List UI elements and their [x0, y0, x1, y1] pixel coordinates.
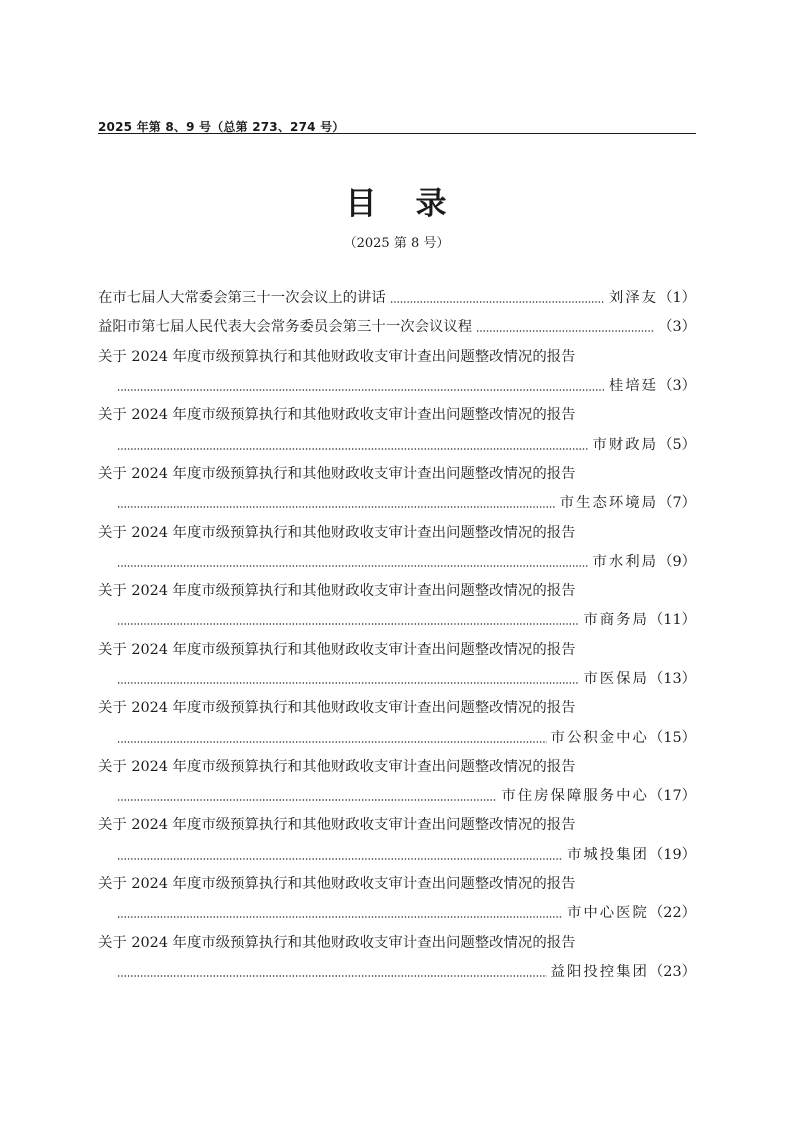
toc-entry[interactable] — [98, 516, 696, 545]
toc-leader-dots — [117, 915, 563, 919]
toc-entry-author: 市财政局 — [592, 436, 659, 453]
toc-leader-dots — [117, 622, 579, 626]
toc-entry-continuation[interactable] — [98, 956, 696, 985]
toc-entry-continuation[interactable] — [98, 604, 696, 633]
toc-entry-continuation[interactable] — [98, 546, 696, 575]
toc-entry-title: 在市七届人大常委会第三十一次会议上的讲话 — [98, 290, 386, 307]
toc-entry-title: 关于 2024 年度市级预算执行和其他财政收支审计查出问题整改情况的报告 — [98, 876, 576, 893]
toc-leader-dots — [117, 505, 556, 509]
toc-entry-author: 市商务局 — [583, 612, 649, 629]
toc-entry-author: 刘泽友 — [608, 290, 659, 307]
toc-entry[interactable] — [98, 575, 696, 604]
toc-entry-title: 关于 2024 年度市级预算执行和其他财政收支审计查出问题整改情况的报告 — [98, 758, 576, 775]
toc-entry-author: 桂培廷 — [608, 378, 659, 395]
page-title — [0, 178, 793, 223]
toc-entry-continuation[interactable] — [98, 370, 696, 399]
toc-entry-page: （23） — [648, 963, 696, 980]
toc-entry-title: 关于 2024 年度市级预算执行和其他财政收支审计查出问题整改情况的报告 — [98, 465, 576, 482]
toc-leader-dots — [476, 329, 654, 333]
toc-leader-dots — [117, 447, 588, 451]
toc-leader-dots — [117, 857, 563, 861]
toc-entry[interactable] — [98, 809, 696, 838]
toc-entry[interactable] — [98, 751, 696, 780]
toc-entry-continuation[interactable] — [98, 780, 696, 809]
toc-entry-author: 市水利局 — [592, 553, 659, 570]
toc-entry-title: 关于 2024 年度市级预算执行和其他财政收支审计查出问题整改情况的报告 — [98, 583, 576, 600]
toc-entry-continuation[interactable] — [98, 897, 696, 926]
toc-entry-author: 市中心医院 — [566, 905, 649, 922]
toc-entry-page: （1） — [658, 290, 696, 307]
toc-leader-dots — [117, 974, 547, 978]
toc-entry-author: 市生态环境局 — [559, 495, 659, 512]
toc-entry-author: 市公积金中心 — [550, 729, 649, 746]
toc-entry-page: （3） — [658, 378, 696, 395]
toc-entry[interactable] — [98, 282, 696, 311]
toc-entry-page: （13） — [648, 671, 696, 687]
toc-entry-author: 市住房保障服务中心 — [501, 788, 649, 805]
toc-leader-dots — [117, 681, 579, 685]
toc-entry[interactable] — [98, 692, 696, 721]
toc-entry-continuation[interactable] — [98, 721, 696, 750]
title-char-2: 录 — [415, 186, 448, 222]
toc-entry[interactable] — [98, 311, 696, 340]
toc-entry-page: （11） — [648, 612, 696, 629]
toc-entry-title: 关于 2024 年度市级预算执行和其他财政收支审计查出问题整改情况的报告 — [98, 407, 576, 424]
toc-entry-continuation[interactable] — [98, 487, 696, 516]
toc-leader-dots — [390, 300, 605, 304]
toc-entry-page: （7） — [658, 495, 696, 512]
toc-leader-dots — [117, 798, 497, 802]
toc-entry[interactable] — [98, 458, 696, 487]
toc-entry-continuation[interactable] — [98, 839, 696, 868]
table-of-contents — [98, 282, 696, 985]
toc-entry-title: 关于 2024 年度市级预算执行和其他财政收支审计查出问题整改情况的报告 — [98, 641, 576, 658]
toc-entry-title: 关于 2024 年度市级预算执行和其他财政收支审计查出问题整改情况的报告 — [98, 348, 576, 365]
toc-entry-page: （22） — [648, 905, 696, 922]
toc-entry-author: 市城投集团 — [566, 846, 649, 863]
toc-entry-author: 市医保局 — [583, 671, 649, 687]
toc-entry[interactable] — [98, 341, 696, 370]
toc-entry[interactable] — [98, 634, 696, 663]
toc-entry[interactable] — [98, 399, 696, 428]
toc-entry-page: （9） — [658, 553, 696, 570]
toc-entry-title: 关于 2024 年度市级预算执行和其他财政收支审计查出问题整改情况的报告 — [98, 817, 576, 834]
header-divider — [98, 133, 696, 134]
toc-entry-continuation[interactable] — [98, 428, 696, 457]
issue-header: 2025 年第 8、9 号（总第 273、274 号） — [98, 120, 345, 134]
toc-entry-author: 益阳投控集团 — [550, 963, 649, 980]
toc-entry-title: 关于 2024 年度市级预算执行和其他财政收支审计查出问题整改情况的报告 — [98, 524, 576, 541]
toc-entry-page: （17） — [648, 788, 696, 805]
toc-entry-title: 关于 2024 年度市级预算执行和其他财政收支审计查出问题整改情况的报告 — [98, 700, 576, 717]
toc-entry-continuation[interactable] — [98, 663, 696, 692]
toc-entry-page: （3） — [658, 319, 696, 336]
toc-entry-page: （5） — [658, 436, 696, 453]
toc-entry[interactable] — [98, 927, 696, 956]
toc-leader-dots — [117, 388, 605, 392]
page-subtitle: （2025 第 8 号） — [343, 236, 450, 251]
title-char-1: 目 — [345, 186, 378, 222]
toc-leader-dots — [117, 564, 588, 568]
toc-entry[interactable] — [98, 868, 696, 897]
toc-entry-title: 关于 2024 年度市级预算执行和其他财政收支审计查出问题整改情况的报告 — [98, 934, 576, 951]
toc-leader-dots — [117, 740, 547, 744]
toc-entry-page: （15） — [648, 729, 696, 746]
toc-entry-page: （19） — [648, 846, 696, 863]
toc-entry-title: 益阳市第七届人民代表大会常务委员会第三十一次会议议程 — [98, 319, 473, 336]
